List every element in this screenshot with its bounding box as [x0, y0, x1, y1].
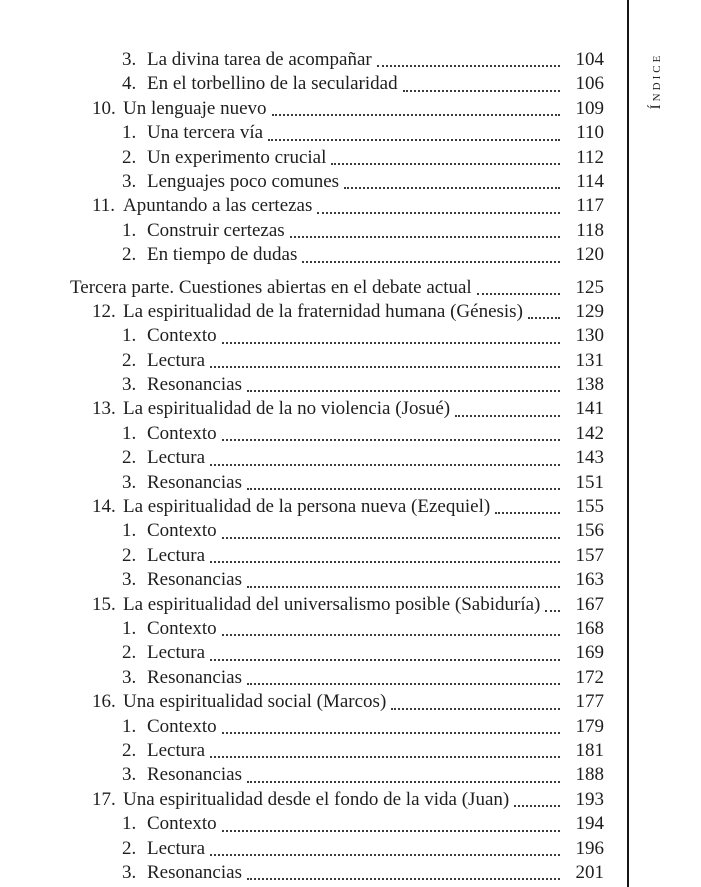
toc-entry — [0, 812, 604, 836]
dot-leader — [222, 617, 560, 641]
entry-label: Lectura — [147, 837, 206, 859]
entry-page: 120 — [575, 244, 604, 266]
toc-entry — [0, 243, 604, 267]
dot-leader — [222, 519, 560, 543]
toc-entry — [0, 97, 604, 121]
dot-leader — [247, 666, 560, 690]
entry-number: 3. — [122, 170, 137, 192]
entry-page: 131 — [575, 349, 604, 371]
entry-number: 15. — [92, 593, 116, 615]
toc-entry — [0, 446, 604, 470]
toc-entry — [0, 397, 604, 421]
entry-number: 1. — [122, 122, 137, 144]
entry-label: Una espiritualidad social (Marcos) — [123, 691, 387, 713]
toc-entry — [0, 276, 604, 300]
toc-entry — [0, 666, 604, 690]
dot-leader — [210, 641, 560, 665]
entry-label: Lectura — [147, 739, 206, 761]
toc-entry — [0, 617, 604, 641]
toc-entry — [0, 349, 604, 373]
dot-leader — [495, 495, 560, 519]
entry-page: 193 — [575, 788, 604, 810]
toc-entry — [0, 471, 604, 495]
entry-page: 109 — [575, 97, 604, 119]
entry-number: 2. — [122, 146, 137, 168]
dot-leader — [210, 739, 560, 763]
toc-entry — [0, 300, 604, 324]
dot-leader — [290, 219, 560, 243]
dot-leader — [247, 568, 560, 592]
dot-leader — [247, 471, 560, 495]
toc-entry — [0, 48, 604, 72]
entry-label: Resonancias — [147, 666, 242, 688]
entry-page: 143 — [575, 447, 604, 469]
entry-label: Lectura — [147, 642, 206, 664]
entry-number: 12. — [92, 300, 116, 322]
entry-page: 118 — [576, 219, 604, 241]
entry-number: 1. — [122, 325, 137, 347]
entry-number: 1. — [122, 715, 137, 737]
entry-number: 3. — [122, 471, 137, 493]
toc-entry — [0, 739, 604, 763]
entry-page: 179 — [575, 715, 604, 737]
entry-label: Un lenguaje nuevo — [123, 97, 267, 119]
entry-page: 130 — [575, 325, 604, 347]
entry-number: 1. — [122, 617, 137, 639]
entry-number: 1. — [122, 813, 137, 835]
dot-leader — [272, 97, 560, 121]
entry-label: Resonancias — [147, 764, 242, 786]
dot-leader — [210, 446, 560, 470]
dot-leader — [210, 349, 560, 373]
dot-leader — [210, 544, 560, 568]
toc-entry — [0, 422, 604, 446]
entry-number: 3. — [122, 374, 137, 396]
entry-page: 112 — [576, 146, 604, 168]
dot-leader — [247, 861, 560, 885]
entry-number: 1. — [122, 219, 137, 241]
entry-label: Contexto — [147, 325, 217, 347]
toc-entry — [0, 519, 604, 543]
dot-leader — [222, 422, 560, 446]
dot-leader — [477, 276, 560, 300]
entry-page: 167 — [575, 593, 604, 615]
dot-leader — [391, 690, 560, 714]
dot-leader — [247, 373, 560, 397]
entry-number: 10. — [92, 97, 116, 119]
entry-page: 157 — [575, 544, 604, 566]
entry-page: 138 — [575, 374, 604, 396]
toc-entry — [0, 194, 604, 218]
entry-page: 168 — [575, 617, 604, 639]
entry-page: 163 — [575, 569, 604, 591]
entry-number: 3. — [122, 666, 137, 688]
entry-number: 4. — [122, 73, 137, 95]
entry-page: 188 — [575, 764, 604, 786]
toc-entry — [0, 324, 604, 348]
entry-number: 2. — [122, 739, 137, 761]
entry-label: Una espiritualidad desde el fondo de la vida (Juan) — [123, 788, 510, 810]
entry-number: 16. — [92, 691, 116, 713]
entry-label: Resonancias — [147, 471, 242, 493]
entry-label: La divina tarea de acompañar — [147, 49, 372, 70]
dot-leader — [247, 763, 560, 787]
toc-entry — [0, 568, 604, 592]
entry-number: 13. — [92, 398, 116, 420]
entry-number: 2. — [122, 447, 137, 469]
entry-label: Lectura — [147, 349, 206, 371]
entry-number: 3. — [122, 764, 137, 786]
entry-page: 172 — [575, 666, 604, 688]
dot-leader — [210, 837, 560, 861]
dot-leader — [331, 146, 560, 170]
entry-number: 3. — [122, 49, 137, 70]
margin-label: Índice — [647, 52, 664, 110]
entry-page: 169 — [575, 642, 604, 664]
toc-entry — [0, 715, 604, 739]
entry-label: Contexto — [147, 715, 217, 737]
entry-page: 155 — [575, 496, 604, 518]
toc-entry — [0, 763, 604, 787]
entry-number: 11. — [92, 195, 116, 217]
toc-entry — [0, 373, 604, 397]
entry-label: En tiempo de dudas — [147, 244, 298, 266]
entry-number: 2. — [122, 642, 137, 664]
toc-entry — [0, 495, 604, 519]
dot-leader — [302, 243, 560, 267]
margin-rule — [627, 0, 629, 887]
dot-leader — [317, 194, 560, 218]
dot-leader — [222, 715, 560, 739]
dot-leader — [528, 300, 560, 324]
entry-page: 129 — [575, 300, 604, 322]
entry-label: La espiritualidad de la persona nueva (Ezequiel) — [123, 496, 491, 518]
toc-entry — [0, 121, 604, 145]
dot-leader — [403, 72, 560, 96]
entry-label: Contexto — [147, 422, 217, 444]
entry-page: 181 — [575, 739, 604, 761]
entry-number: 2. — [122, 349, 137, 371]
dot-leader — [545, 593, 560, 617]
dot-leader — [222, 324, 560, 348]
entry-label: La espiritualidad de la no violencia (Josué) — [123, 398, 451, 420]
entry-page: 142 — [575, 422, 604, 444]
entry-page: 151 — [575, 471, 604, 493]
entry-page: 114 — [576, 170, 604, 192]
entry-label: Contexto — [147, 813, 217, 835]
entry-page: 104 — [575, 49, 604, 70]
dot-leader — [377, 48, 560, 72]
toc-entry — [0, 861, 604, 885]
entry-label: Resonancias — [147, 569, 242, 591]
toc-entry — [0, 72, 604, 96]
entry-page: 177 — [575, 691, 604, 713]
toc-entry — [0, 146, 604, 170]
entry-label: Resonancias — [147, 374, 242, 396]
entry-number: 1. — [122, 422, 137, 444]
toc-entry — [0, 641, 604, 665]
entry-label: Tercera parte. Cuestiones abiertas en el debate actual — [70, 276, 472, 298]
toc-entry — [0, 788, 604, 812]
entry-page: 110 — [576, 122, 604, 144]
entry-page: 141 — [575, 398, 604, 420]
entry-page: 194 — [575, 813, 604, 835]
entry-number: 3. — [122, 861, 137, 883]
entry-page: 117 — [576, 195, 604, 217]
entry-page: 196 — [575, 837, 604, 859]
entry-number: 17. — [92, 788, 116, 810]
entry-label: Contexto — [147, 520, 217, 542]
entry-page: 201 — [575, 861, 604, 883]
toc-entry — [0, 170, 604, 194]
entry-number: 2. — [122, 544, 137, 566]
entry-label: En el torbellino de la secularidad — [147, 73, 398, 95]
entry-page: 156 — [575, 520, 604, 542]
toc-entry — [0, 544, 604, 568]
dot-leader — [268, 121, 560, 145]
entry-page: 106 — [575, 73, 604, 95]
toc-entry — [0, 837, 604, 861]
toc-list — [0, 48, 604, 885]
dot-leader — [344, 170, 560, 194]
entry-number: 14. — [92, 496, 116, 518]
entry-label: Lectura — [147, 544, 206, 566]
entry-number: 3. — [122, 569, 137, 591]
entry-label: Contexto — [147, 617, 217, 639]
entry-page: 125 — [575, 276, 604, 298]
entry-label: Un experimento crucial — [147, 146, 327, 168]
toc-entry — [0, 219, 604, 243]
entry-number: 1. — [122, 520, 137, 542]
entry-label: Lenguajes poco comunes — [147, 170, 340, 192]
dot-leader — [514, 788, 560, 812]
entry-label: La espiritualidad de la fraternidad humana (Génesis) — [123, 300, 523, 322]
entry-label: Lectura — [147, 447, 206, 469]
entry-label: Resonancias — [147, 861, 242, 883]
entry-number: 2. — [122, 244, 137, 266]
entry-label: Construir certezas — [147, 219, 285, 241]
dot-leader — [222, 812, 560, 836]
entry-number: 2. — [122, 837, 137, 859]
entry-label: Una tercera vía — [147, 122, 264, 144]
entry-label: La espiritualidad del universalismo posible (Sabiduría) — [123, 593, 541, 615]
dot-leader — [455, 397, 560, 421]
toc-entry — [0, 690, 604, 714]
toc-entry — [0, 593, 604, 617]
entry-label: Apuntando a las certezas — [123, 195, 313, 217]
